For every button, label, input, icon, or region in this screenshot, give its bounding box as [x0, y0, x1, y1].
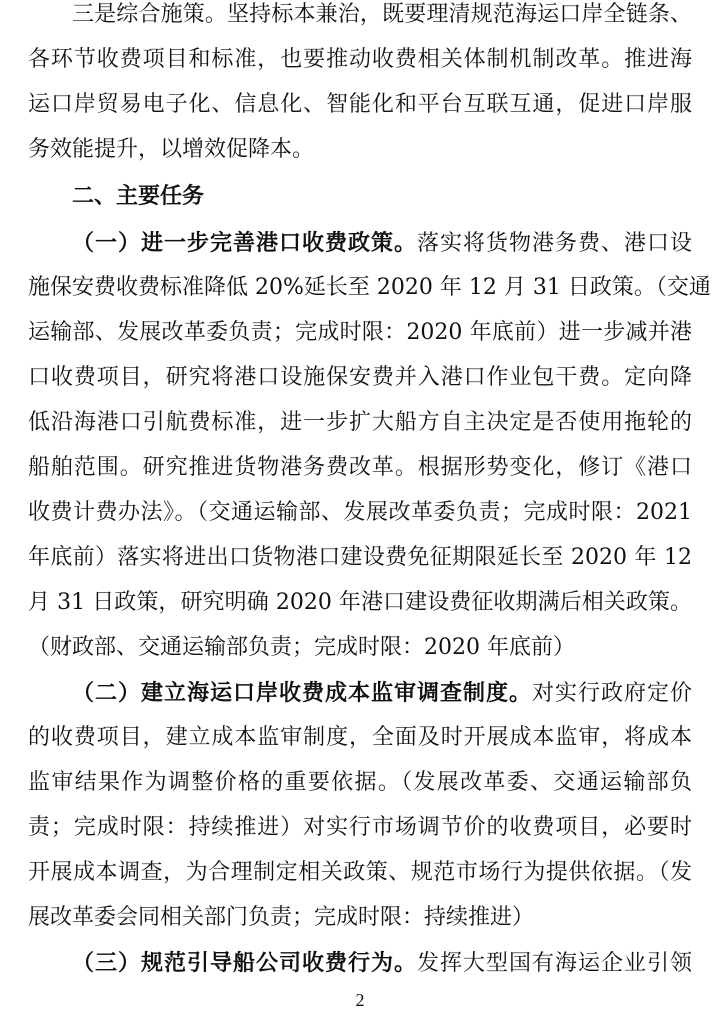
item-heading: （一）进一步完善港口收费政策。 [72, 230, 417, 256]
text-line: 口收费项目，研究将港口设施保安费并入港口作业包干费。定向降 [28, 365, 692, 390]
text-line: 年底前）落实将进出口货物港口建设费免征期限延长至 2020 年 12 [28, 545, 692, 570]
text-line: 开展成本调查，为合理制定相关政策、规范市场行为提供依据。（发 [28, 860, 692, 885]
text-span: 落实将货物港务费、港口设 [416, 231, 692, 256]
item-heading: （三）规范引导船公司收费行为。 [72, 950, 417, 976]
text-line: 月 31 日政策，研究明确 2020 年港口建设费征收期满后相关政策。 [28, 590, 692, 615]
text-line: 船舶范围。研究推进货物港务费改革。根据形势变化，修订《港口 [28, 455, 692, 480]
text-line: 运口岸贸易电子化、信息化、智能化和平台互联互通，促进口岸服 [28, 92, 692, 117]
text-line: 展改革委会同相关部门负责；完成时限：持续推进） [28, 905, 535, 930]
text-line: 施保安费收费标准降低 20%延长至 2020 年 12 月 31 日政策。（交通 [28, 275, 711, 300]
text-line: 低沿海港口引航费标准，进一步扩大船方自主决定是否使用拖轮的 [28, 410, 692, 435]
text-line: 务效能提升，以增效促降本。 [28, 137, 315, 162]
item-heading: （二）建立海运口岸收费成本监审调查制度。 [72, 680, 532, 706]
text-line: 各环节收费项目和标准，也要推动收费相关体制机制改革。推进海 [28, 47, 692, 72]
section-heading: 二、主要任务 [72, 184, 205, 209]
text-line: （财政部、交通运输部负责；完成时限：2020 年底前） [28, 635, 575, 660]
text-span: 对实行政府定价 [531, 681, 692, 706]
text-span: 发挥大型国有海运企业引领 [416, 951, 692, 976]
text-line [28, 948, 692, 978]
page-number: 2 [355, 990, 365, 1010]
text-line: 收费计费办法》。（交通运输部、发展改革委负责；完成时限：2021 [28, 500, 692, 525]
text-line: 监审结果作为调整价格的重要依据。（发展改革委、交通运输部负 [28, 770, 692, 795]
text-line: 责；完成时限：持续推进）对实行市场调节价的收费项目，必要时 [28, 815, 692, 840]
text-line [28, 678, 692, 708]
text-line [28, 228, 692, 258]
text-line: 运输部、发展改革委负责；完成时限：2020 年底前）进一步减并港 [28, 320, 692, 345]
text-line: 三是综合施策。坚持标本兼治，既要理清规范海运口岸全链条、 [72, 2, 692, 27]
text-line: 的收费项目，建立成本监审制度，全面及时开展成本监审，将成本 [28, 725, 692, 750]
